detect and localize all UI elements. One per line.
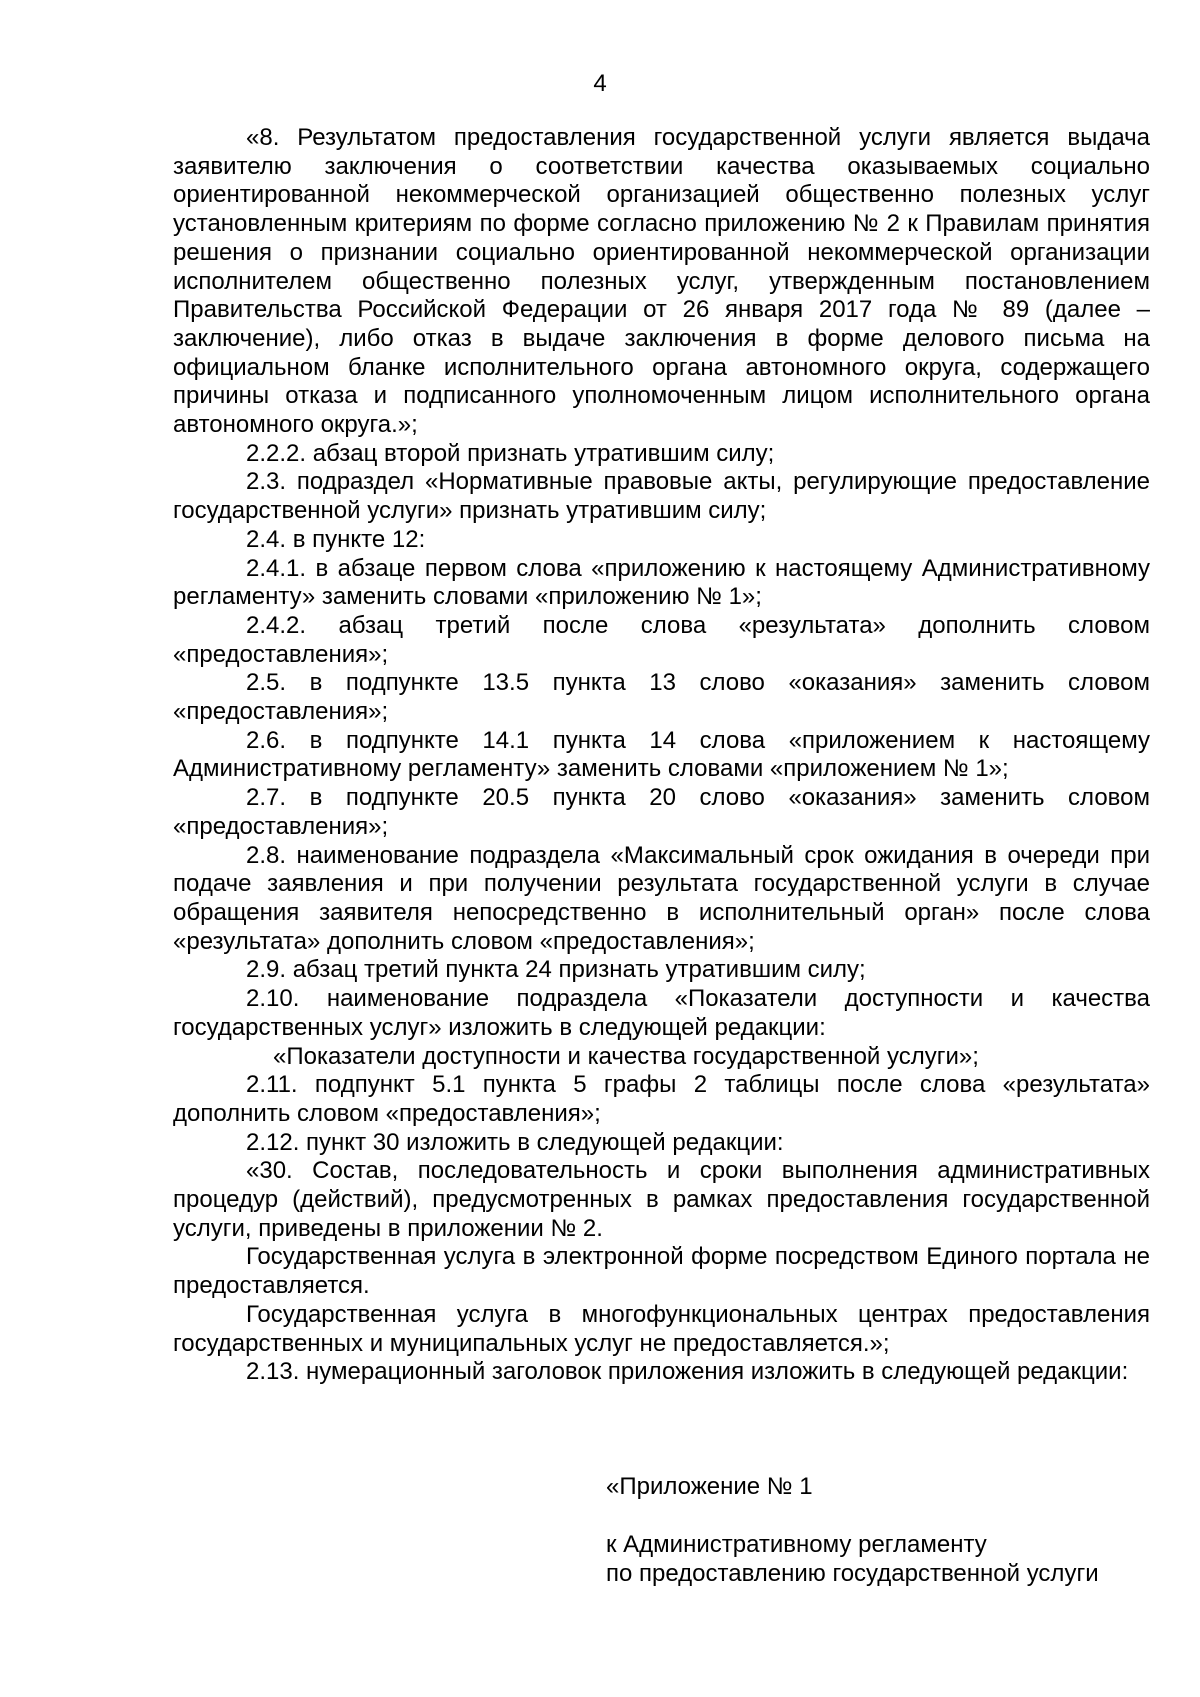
paragraph-item-30: «30. Состав, последовательность и сроки выполнения административных процедур (действий), предусмотренных в рамках предоставления государственной услуги, приведены в приложении № 2. [173,1157,1150,1242]
paragraph-2-10: 2.10. наименование подраздела «Показатели доступности и качества государственных услуг» изложить в следующей редакции: [173,985,1150,1041]
appendix-subheading [606,1531,1166,1588]
paragraph-2-3: 2.3. подраздел «Нормативные правовые акты, регулирующие предоставление государственной услуги» признать утратившим силу; [173,468,1150,525]
paragraph-2-4-1: 2.4.1. в абзаце первом слова «приложению к настоящему Административному регламенту» заменить словами «приложению № 1»; [173,554,1150,611]
appendix-title: «Приложение № 1 [606,1473,813,1500]
paragraph-2-4-2: 2.4.2. абзац третий после слова «результата» дополнить словом «предоставления»; [173,611,1150,668]
document-body [173,124,1150,1387]
paragraph-2-2-2: 2.2.2. абзац второй признать утратившим силу; [246,439,775,467]
page-number: 4 [593,70,607,97]
appendix-line-2: по предоставлению государственной услуги [606,1559,1099,1587]
paragraph-2-11: 2.11. подпункт 5.1 пункта 5 графы 2 таблицы после слова «результата» дополнить словом «предоставления»; [173,1071,1150,1127]
appendix-heading [606,1473,1166,1502]
paragraph-2-6: 2.6. в подпункте 14.1 пункта 14 слова «приложением к настоящему Административному регламенту» заменить словами «приложением № 1»; [173,726,1150,783]
paragraph-2-9: 2.9. абзац третий пункта 24 признать утратившим силу; [246,956,866,984]
paragraph-2-8: 2.8. наименование подраздела «Максимальный срок ожидания в очереди при подаче заявления и при получении результата государственной услуги в случае обращения заявителя непосредственно в исполнительный орган» после слова «результата» дополнить словом «предоставления»; [173,841,1150,955]
paragraph-2-12: 2.12. пункт 30 изложить в следующей редакции: [246,1128,784,1156]
paragraph-2-4: 2.4. в пункте 12: [246,525,426,553]
paragraph-mfc: Государственная услуга в многофункциональных центрах предоставления государственных и муниципальных услуг не предоставляется.»; [173,1300,1150,1357]
paragraph-2-13: 2.13. нумерационный заголовок приложения изложить в следующей редакции: [246,1358,1129,1386]
paragraph-2-5: 2.5. в подпункте 13.5 пункта 13 слово «оказания» заменить словом «предоставления»; [173,669,1150,726]
paragraph-item-8: «8. Результатом предоставления государственной услуги является выдача заявителю заключения о соответствии качества оказываемых социально ориентированной некоммерческой организацией общественно полезных услуг установленным критериям по форме согласно приложению № 2 к Правилам принятия решения о признании социально ориентированной некоммерческой организации исполнителем общественно полезных услуг, утвержденным постановлением Правительства Российской Федерации от 26 января 2017 года № 89 (далее – заключение), либо отказ в выдаче заключения в форме делового письма на официальном бланке исполнительного органа автономного округа, содержащего причины отказа и подписанного уполномоченным лицом исполнительного органа автономного округа.»; [173,124,1150,439]
paragraph-2-7: 2.7. в подпункте 20.5 пункта 20 слово «оказания» заменить словом «предоставления»; [173,784,1150,840]
paragraph-quote-title: «Показатели доступности и качества государственной услуги»; [273,1042,979,1070]
paragraph-portal: Государственная услуга в электронной форме посредством Единого портала не предоставляется. [173,1243,1150,1300]
appendix-line-1: к Административному регламенту [606,1531,987,1558]
